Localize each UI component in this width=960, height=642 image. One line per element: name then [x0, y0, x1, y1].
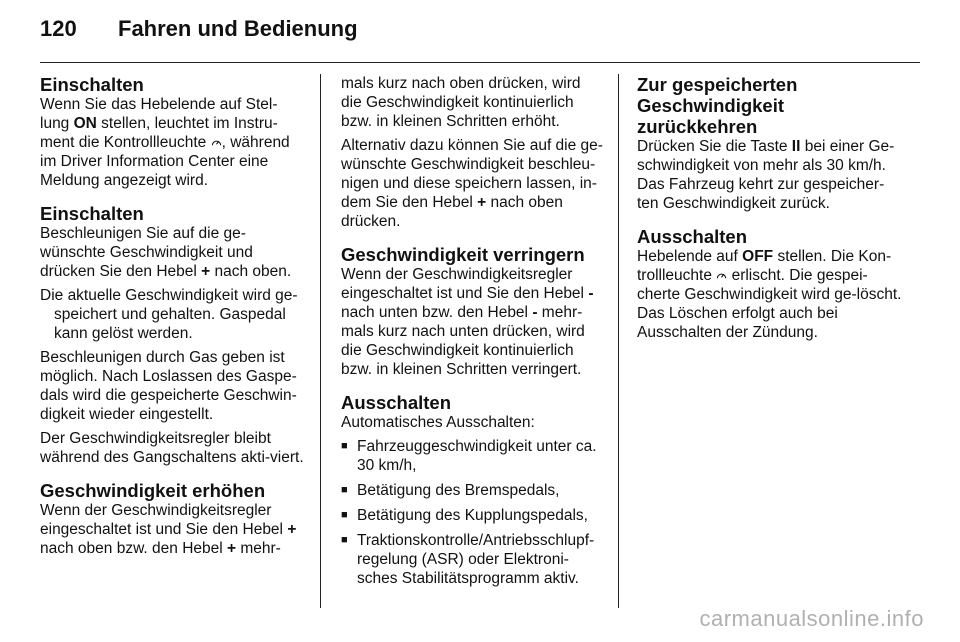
text: nach oben. — [210, 263, 292, 280]
column-divider-2 — [618, 74, 619, 608]
watermark: carmanualsonline.info — [699, 606, 924, 631]
on-label: ON — [73, 115, 97, 132]
plus-symbol: + — [287, 521, 297, 538]
paragraph — [40, 95, 304, 190]
section-heading: Geschwindigkeit erhöhen — [40, 480, 266, 501]
paragraph-group — [341, 136, 605, 231]
paragraph: Automatisches Ausschalten: — [341, 414, 535, 431]
plus-symbol: + — [477, 194, 487, 211]
section-einschalten-2 — [40, 203, 304, 467]
section-heading: Ausschalten — [637, 226, 748, 247]
text: erlischt. Die gespei-cherte Geschwindigkeit wird ge-löscht. Das Löschen erfolgt auch bei Ausschalten der Zündung. — [637, 267, 902, 341]
plus-symbol: + — [201, 263, 211, 280]
page-title: Fahren und Bedienung — [118, 16, 358, 41]
text: stellen. Die Kon-trollleuchte — [637, 248, 892, 284]
minus-symbol: - — [532, 304, 538, 321]
minus-symbol: - — [588, 285, 594, 302]
text: mehr-mals kurz nach unten drücken, wird die Geschwindigkeit kontinuierlich bzw. in kleinen Schritten verringert. — [341, 304, 585, 378]
section-heading: Ausschalten — [341, 392, 452, 413]
paragraph: mals kurz nach oben drücken, wird die Geschwindigkeit kontinuierlich bzw. in kleinen Schritten erhöht. — [341, 75, 581, 130]
paragraph — [341, 136, 605, 231]
list-item: ■ Betätigung des Kupplungspedals, — [341, 506, 605, 525]
section-geschwindigkeit-erhoehen — [40, 480, 304, 558]
plus-symbol: + — [227, 540, 237, 557]
column-divider-1 — [320, 74, 321, 608]
bullet-list — [341, 437, 605, 588]
section-geschwindigkeit-verringern — [341, 244, 605, 379]
section-heading: Zur gespeicherten Geschwindigkeit zurückkehren — [637, 74, 798, 137]
section-zur-gespeicherten-geschwindigkeit — [637, 74, 903, 213]
page-header — [40, 16, 358, 50]
paragraph — [40, 501, 304, 558]
text: , während im Driver Information Center eine Meldung angezeigt wird. — [40, 134, 290, 189]
paragraph — [40, 224, 304, 281]
text: Drücken Sie die Taste — [637, 138, 792, 155]
list-item: ■ Traktionskontrolle/Antriebsschlupf-regelung (ASR) oder Elektroni-sches Stabilitätsprogramm aktiv. — [341, 531, 605, 588]
text: nach oben drücken. — [341, 194, 563, 230]
text: Hebelende auf — [637, 248, 743, 265]
text: Wenn der Geschwindigkeitsregler eingeschaltet ist und Sie den Hebel — [341, 266, 589, 302]
list-item: ■ Betätigung des Bremspedals, — [341, 481, 605, 500]
pause-symbol: II — [791, 138, 801, 155]
section-heading: Geschwindigkeit verringern — [341, 244, 585, 265]
speedometer-icon — [716, 270, 727, 281]
paragraph: Der Geschwindigkeitsregler bleibt während des Gangschaltens akti-viert. — [40, 430, 304, 466]
off-label: OFF — [742, 248, 774, 265]
text: nach unten bzw. den Hebel — [341, 304, 533, 321]
section-ausschalten-1 — [341, 392, 605, 588]
page-number: 120 — [40, 16, 77, 41]
section-heading: Einschalten — [40, 74, 144, 95]
text: mehr- — [236, 540, 281, 557]
paragraph: Die aktuelle Geschwindigkeit wird ge-speichert und gehalten. Gaspedal kann gelöst werden. — [40, 287, 298, 342]
header-rule — [40, 62, 920, 63]
paragraph — [341, 265, 605, 379]
paragraph — [637, 137, 903, 213]
column-3 — [637, 74, 903, 355]
text: Beschleunigen Sie auf die ge-wünschte Geschwindigkeit und drücken Sie den Hebel — [40, 225, 253, 280]
section-heading: Einschalten — [40, 203, 144, 224]
paragraph — [637, 247, 903, 342]
text: bei einer Ge-schwindigkeit von mehr als 30 km/h. Das Fahrzeug kehrt zur gespeicher-ten Geschwindigkeit zurück. — [637, 138, 895, 212]
text: nach oben bzw. den Hebel — [40, 540, 227, 557]
text: Wenn der Geschwindigkeitsregler eingeschaltet ist und Sie den Hebel — [40, 502, 288, 538]
paragraph: Beschleunigen durch Gas geben ist möglich. Nach Loslassen des Gaspe-dals wird die gespeicherte Geschwin-digkeit wieder eingestellt. — [40, 349, 297, 423]
column-1 — [40, 74, 304, 571]
section-einschalten-1 — [40, 74, 304, 190]
text: Alternativ dazu können Sie auf die ge-wünschte Geschwindigkeit beschleu-nigen und diese speichern lassen, in-dem Sie den Hebel — [341, 137, 603, 211]
section-ausschalten-2 — [637, 226, 903, 342]
text: stellen, leuchtet im Instru-ment die Kontrollleuchte — [40, 115, 278, 151]
column-2 — [341, 74, 605, 601]
speedometer-icon — [211, 137, 222, 148]
text: Wenn Sie das Hebelende auf Stel-lung — [40, 96, 278, 132]
list-item: ■ Fahrzeuggeschwindigkeit unter ca. 30 km/h, — [341, 437, 605, 475]
